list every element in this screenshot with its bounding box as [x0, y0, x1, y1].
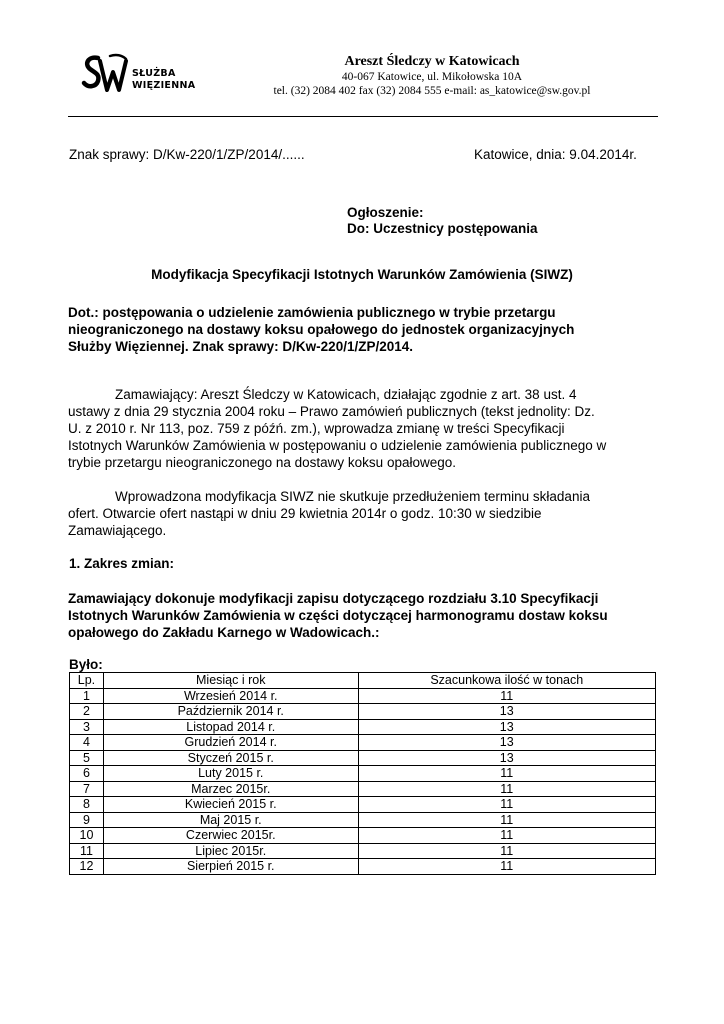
previous-version-label: Było: [69, 657, 103, 672]
cell-month: Kwiecień 2015 r. [103, 797, 358, 813]
cell-month: Listopad 2014 r. [103, 719, 358, 735]
table-row [70, 843, 656, 859]
cell-quantity: 11 [358, 797, 655, 813]
cell-month: Czerwiec 2015r. [103, 828, 358, 844]
paragraph-line: trybie przetargu nieograniczonego na dostawy koksu opałowego. [68, 455, 456, 470]
org-contact: tel. (32) 2084 402 fax (32) 2084 555 e-mail: as_katowice@sw.gov.pl [273, 85, 591, 97]
service-logo [80, 52, 200, 98]
cell-quantity: 11 [358, 859, 655, 875]
cell-lp: 1 [70, 688, 104, 704]
header-divider [68, 116, 658, 117]
table-row [70, 859, 656, 875]
body-paragraph-2 [68, 488, 656, 539]
cell-month: Marzec 2015r. [103, 781, 358, 797]
announcement-label: Ogłoszenie: [347, 205, 424, 220]
paragraph-line: ofert. Otwarcie ofert nastąpi w dniu 29 kwietnia 2014r o godz. 10:30 w siedzibie [68, 506, 542, 521]
cell-month: Październik 2014 r. [103, 704, 358, 720]
cell-month: Sierpień 2015 r. [103, 859, 358, 875]
table-row [70, 719, 656, 735]
cell-month: Luty 2015 r. [103, 766, 358, 782]
cell-quantity: 11 [358, 828, 655, 844]
paragraph-line: Zamawiający: Areszt Śledczy w Katowicach, działając zgodnie z art. 38 ust. 4 [115, 387, 577, 402]
cell-month: Maj 2015 r. [103, 812, 358, 828]
paragraph-line: Istotnych Warunków Zamówienia w postępowaniu o udzielenie zamówienia publicznego w [68, 438, 607, 453]
sw-emblem-icon [80, 52, 132, 98]
table-row [70, 797, 656, 813]
logo-line1: SŁUŻBA [132, 68, 176, 79]
column-header-month: Miesiąc i rok [103, 673, 358, 689]
delivery-schedule-table [69, 672, 656, 875]
cell-quantity: 11 [358, 766, 655, 782]
cell-quantity: 13 [358, 719, 655, 735]
section-heading: 1. Zakres zmian: [69, 556, 175, 571]
cell-lp: 2 [70, 704, 104, 720]
cell-lp: 8 [70, 797, 104, 813]
subject-line: Dot.: postępowania o udzielenie zamówienia publicznego w trybie przetargu [68, 305, 556, 320]
table-header-row [70, 673, 656, 689]
cell-lp: 11 [70, 843, 104, 859]
cell-lp: 9 [70, 812, 104, 828]
paragraph-line: ustawy z dnia 29 stycznia 2004 roku – Prawo zamówień publicznych (tekst jednolity: Dz. [68, 404, 595, 419]
table-row [70, 750, 656, 766]
cell-quantity: 11 [358, 781, 655, 797]
cell-lp: 7 [70, 781, 104, 797]
paragraph-line: Wprowadzona modyfikacja SIWZ nie skutkuje przedłużeniem terminu składania [115, 489, 590, 504]
cell-month: Lipiec 2015r. [103, 843, 358, 859]
cell-lp: 5 [70, 750, 104, 766]
subject-line: nieograniczonego na dostawy koksu opałowego do jednostek organizacyjnych [68, 322, 575, 337]
cell-quantity: 13 [358, 750, 655, 766]
change-description [68, 590, 656, 641]
case-reference: Znak sprawy: D/Kw-220/1/ZP/2014/...... [69, 147, 305, 162]
cell-lp: 3 [70, 719, 104, 735]
announcement-recipients: Do: Uczestnicy postępowania [347, 221, 538, 236]
cell-lp: 10 [70, 828, 104, 844]
cell-month: Styczeń 2015 r. [103, 750, 358, 766]
logo-line2: WIĘZIENNA [132, 80, 196, 91]
column-header-lp: Lp. [70, 673, 104, 689]
cell-lp: 4 [70, 735, 104, 751]
document-date: Katowice, dnia: 9.04.2014r. [474, 147, 637, 162]
subject-line: Służby Więziennej. Znak sprawy: D/Kw-220/1/ZP/2014. [68, 339, 413, 354]
document-title: Modyfikacja Specyfikacji Istotnych Warunków Zamówienia (SIWZ) [151, 267, 573, 282]
table-row [70, 735, 656, 751]
cell-quantity: 11 [358, 843, 655, 859]
cell-month: Wrzesień 2014 r. [103, 688, 358, 704]
body-paragraph-1 [68, 386, 656, 471]
table-row [70, 766, 656, 782]
paragraph-line: U. z 2010 r. Nr 113, poz. 759 z późń. zm.), wprowadza zmianę w treści Specyfikacji [68, 421, 565, 436]
cell-quantity: 13 [358, 704, 655, 720]
cell-quantity: 11 [358, 812, 655, 828]
table-row [70, 781, 656, 797]
cell-lp: 12 [70, 859, 104, 875]
change-line: Zamawiający dokonuje modyfikacji zapisu dotyczącego rozdziału 3.10 Specyfikacji [68, 591, 599, 606]
paragraph-line: Zamawiającego. [68, 523, 167, 538]
org-name: Areszt Śledczy w Katowicach [344, 54, 520, 69]
column-header-quantity: Szacunkowa ilość w tonach [358, 673, 655, 689]
table-row [70, 828, 656, 844]
table-row [70, 812, 656, 828]
cell-quantity: 13 [358, 735, 655, 751]
org-address: 40-067 Katowice, ul. Mikołowska 10A [341, 71, 523, 83]
change-line: Istotnych Warunków Zamówienia w części dotyczącej harmonogramu dostaw koksu [68, 608, 608, 623]
change-line: opałowego do Zakładu Karnego w Wadowicach.: [68, 625, 380, 640]
cell-month: Grudzień 2014 r. [103, 735, 358, 751]
cell-lp: 6 [70, 766, 104, 782]
table-row [70, 704, 656, 720]
table-row [70, 688, 656, 704]
subject-paragraph [68, 304, 656, 355]
cell-quantity: 11 [358, 688, 655, 704]
